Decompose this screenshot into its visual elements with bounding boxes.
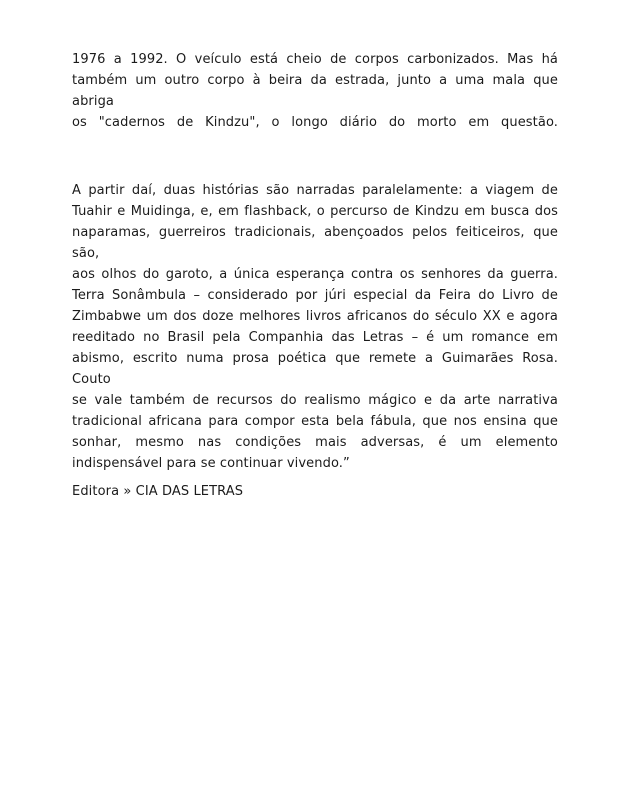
text-line: abismo, escrito numa prosa poética que remete a Guimarães Rosa. Couto xyxy=(72,351,558,387)
text-line: sonhar, mesmo nas condições mais adversas, é um elemento xyxy=(72,435,558,450)
text-line: naparamas, guerreiros tradicionais, abençoados pelos feiticeiros, que são, xyxy=(72,225,558,261)
text-line: se vale também de recursos do realismo mágico e da arte narrativa xyxy=(72,393,558,408)
text-line: A partir daí, duas histórias são narradas paralelamente: a viagem de xyxy=(72,183,558,198)
text-line: Zimbabwe um dos doze melhores livros africanos do século XX e agora xyxy=(72,309,558,324)
text-line: aos olhos do garoto, a única esperança contra os senhores da guerra. xyxy=(72,267,558,282)
paragraph-synopsis xyxy=(72,180,558,474)
text-line: reeditado no Brasil pela Companhia das Letras – é um romance em xyxy=(72,330,558,345)
text-line: indispensável para se continuar vivendo.” xyxy=(72,456,350,471)
text-line: Terra Sonâmbula – considerado por júri especial da Feira do Livro de xyxy=(72,288,558,303)
text-line: 1976 a 1992. O veículo está cheio de corpos carbonizados. Mas há xyxy=(72,52,558,67)
text-line: tradicional africana para compor esta bela fábula, que nos ensina que xyxy=(72,414,558,429)
text-line: também um outro corpo à beira da estrada, junto a uma mala que abriga xyxy=(72,73,558,109)
paragraph-opening xyxy=(72,49,558,133)
publisher-line: Editora » CIA DAS LETRAS xyxy=(72,484,244,499)
text-line: Tuahir e Muidinga, e, em flashback, o percurso de Kindzu em busca dos xyxy=(72,204,558,219)
text-line: os "cadernos de Kindzu", o longo diário do morto em questão. xyxy=(72,115,558,130)
